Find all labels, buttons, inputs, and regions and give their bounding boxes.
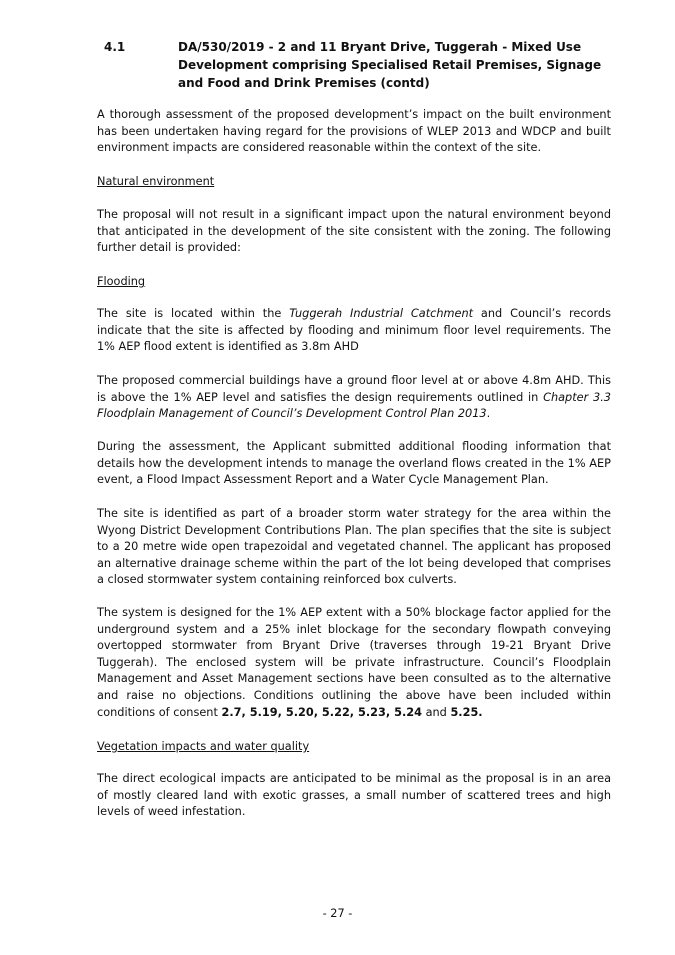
paragraph-floor-level: The proposed commercial buildings have a ground floor level at or above 4.8m AHD. This is above the 1% AEP level and satisfies the design requirements outlined in Chapter 3.3 Floodplain Management of Council’s Development Control Plan 2013. bbox=[97, 374, 611, 421]
item-number: 4.1 bbox=[104, 40, 126, 54]
paragraph-system-design: The system is designed for the 1% AEP extent with a 50% blockage factor applied for the underground system and a 25% inlet blockage for the secondary flowpath conveying overtopped stormwater from Bryant Drive (traverses through 19-21 Bryant Drive Tuggerah). The enclosed system will be private infrastructure. Council’s Floodplain Management and Asset Management sections have been consulted as to the alternative and raise no objections. Conditions outlining the above have been included within conditions of consent 2.7, 5.19, 5.20, 5.22, 5.23, 5.24 and 5.25. bbox=[97, 606, 611, 719]
heading-vegetation-water-quality: Vegetation impacts and water quality bbox=[97, 740, 310, 753]
paragraph-built-environment: A thorough assessment of the proposed development’s impact on the built environment has been undertaken having regard for the provisions of WLEP 2013 and WDCP and built environment impacts are considered reasonable within the context of the site. bbox=[97, 108, 611, 155]
heading-flooding: Flooding bbox=[97, 275, 146, 288]
page-number: - 27 - bbox=[322, 907, 353, 920]
heading-natural-environment: Natural environment bbox=[97, 175, 215, 188]
paragraph-flooding-catchment: The site is located within the Tuggerah Industrial Catchment and Council’s records indicate that the site is affected by flooding and minimum floor level requirements. The 1% AEP flood extent is identified as 3.8m AHD bbox=[97, 307, 611, 354]
item-title: DA/530/2019 - 2 and 11 Bryant Drive, Tuggerah - Mixed Use Development comprising Specialised Retail Premises, Signage and Food and Drink Premises (contd) bbox=[178, 40, 602, 90]
condition-final: 5.25. bbox=[450, 705, 483, 719]
paragraph-ecological-impacts: The direct ecological impacts are anticipated to be minimal as the proposal is in an area of mostly cleared land with exotic grasses, a small number of scattered trees and high levels of weed infestation. bbox=[97, 772, 611, 819]
conditions-list: 2.7, 5.19, 5.20, 5.22, 5.23, 5.24 bbox=[221, 705, 422, 719]
paragraph-natural-environment: The proposal will not result in a significant impact upon the natural environment beyond that anticipated in the development of the site consistent with the zoning. The following further detail is provided: bbox=[97, 208, 611, 255]
paragraph-flooding-information: During the assessment, the Applicant submitted additional flooding information that details how the development intends to manage the overland flows created in the 1% AEP event, a Flood Impact Assessment Report and a Water Cycle Management Plan. bbox=[97, 440, 611, 487]
paragraph-stormwater-strategy: The site is identified as part of a broader storm water strategy for the area within the Wyong District Development Contributions Plan. The plan specifies that the site is subject to a 20 metre wide open trapezoidal and vegetated channel. The applicant has proposed an alternative drainage scheme within the part of the lot being developed that comprises a closed stormwater system containing reinforced box culverts. bbox=[97, 507, 611, 587]
